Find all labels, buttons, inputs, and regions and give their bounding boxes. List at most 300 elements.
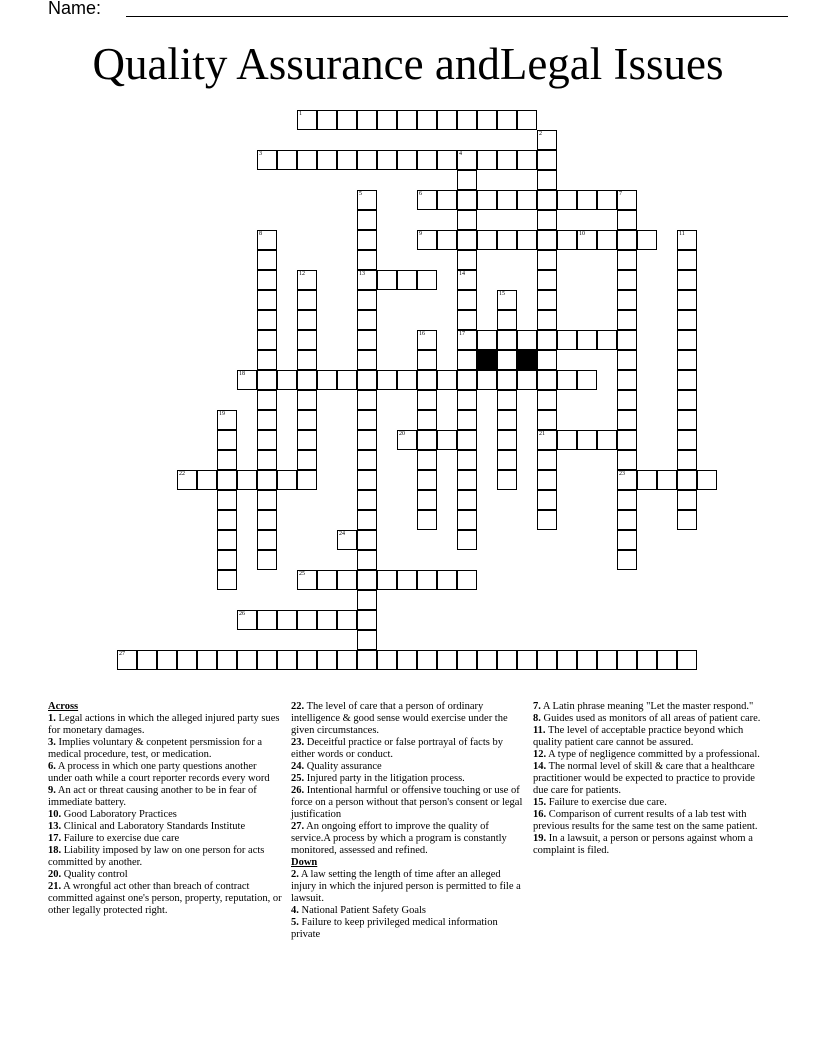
grid-cell[interactable] — [457, 350, 477, 370]
grid-cell[interactable] — [457, 650, 477, 670]
grid-cell[interactable] — [457, 230, 477, 250]
grid-cell[interactable] — [117, 650, 137, 670]
grid-cell[interactable] — [437, 650, 457, 670]
clue — [48, 845, 282, 869]
grid-cell[interactable] — [337, 370, 357, 390]
grid-cell[interactable] — [417, 150, 437, 170]
grid-cell[interactable] — [417, 230, 437, 250]
grid-cell[interactable] — [617, 490, 637, 510]
grid-cell[interactable] — [377, 150, 397, 170]
grid-cell[interactable] — [297, 350, 317, 370]
grid-cell[interactable] — [237, 470, 257, 490]
clue — [48, 785, 282, 809]
clue-text: Clinical and Laboratory Standards Institute — [63, 821, 246, 832]
grid-cell[interactable] — [137, 650, 157, 670]
grid-cell[interactable] — [497, 230, 517, 250]
grid-cell[interactable] — [457, 270, 477, 290]
clue — [291, 905, 523, 917]
grid-cell[interactable] — [437, 230, 457, 250]
grid-cell[interactable] — [677, 470, 697, 490]
down-clue-list — [291, 869, 523, 941]
grid-cell[interactable] — [457, 450, 477, 470]
grid-cell[interactable] — [497, 310, 517, 330]
grid-cell[interactable] — [677, 390, 697, 410]
grid-cell[interactable] — [357, 190, 377, 210]
grid-cell[interactable] — [497, 110, 517, 130]
grid-cell[interactable] — [357, 110, 377, 130]
grid-cell[interactable] — [417, 370, 437, 390]
grid-cell[interactable] — [257, 230, 277, 250]
grid-cell[interactable] — [357, 350, 377, 370]
grid-cell[interactable] — [517, 330, 537, 350]
grid-cell[interactable] — [217, 430, 237, 450]
grid-cell[interactable] — [457, 170, 477, 190]
grid-cell[interactable] — [337, 150, 357, 170]
grid-cell[interactable] — [617, 210, 637, 230]
grid-cell[interactable] — [437, 370, 457, 390]
grid-cell[interactable] — [457, 290, 477, 310]
grid-cell[interactable] — [417, 390, 437, 410]
grid-cell[interactable] — [497, 150, 517, 170]
grid-cell[interactable] — [357, 470, 377, 490]
grid-cell[interactable] — [557, 190, 577, 210]
grid-cell[interactable] — [277, 370, 297, 390]
grid-cell[interactable] — [577, 330, 597, 350]
grid-cell[interactable] — [357, 510, 377, 530]
grid-cell[interactable] — [217, 450, 237, 470]
grid-cell[interactable] — [617, 370, 637, 390]
grid-cell[interactable] — [497, 410, 517, 430]
grid-cell[interactable] — [697, 470, 717, 490]
grid-cell[interactable] — [457, 430, 477, 450]
clue-text: Legal actions in which the alleged injured party sues for monetary damages. — [48, 713, 280, 736]
grid-cell[interactable] — [577, 190, 597, 210]
grid-cell[interactable] — [437, 110, 457, 130]
grid-cell[interactable] — [497, 430, 517, 450]
grid-cell[interactable] — [357, 390, 377, 410]
grid-cell[interactable] — [497, 190, 517, 210]
grid-cell[interactable] — [357, 330, 377, 350]
grid-cell[interactable] — [397, 150, 417, 170]
grid-cell[interactable] — [297, 290, 317, 310]
grid-cell[interactable] — [637, 470, 657, 490]
grid-cell[interactable] — [297, 310, 317, 330]
grid-cell[interactable] — [517, 230, 537, 250]
grid-cell[interactable] — [677, 370, 697, 390]
grid-cell[interactable] — [217, 510, 237, 530]
grid-cell[interactable] — [417, 510, 437, 530]
grid-cell[interactable] — [357, 630, 377, 650]
grid-cell[interactable] — [297, 390, 317, 410]
grid-cell[interactable] — [397, 650, 417, 670]
grid-cell[interactable] — [257, 270, 277, 290]
grid-cell[interactable] — [617, 310, 637, 330]
grid-cell[interactable] — [237, 610, 257, 630]
grid-cell[interactable] — [257, 250, 277, 270]
grid-cell[interactable] — [637, 650, 657, 670]
clue-number-label: 26. — [291, 785, 305, 796]
grid-cell[interactable] — [357, 230, 377, 250]
grid-cell[interactable] — [677, 650, 697, 670]
clue — [533, 749, 767, 761]
grid-cell[interactable] — [377, 650, 397, 670]
grid-cell[interactable] — [357, 270, 377, 290]
grid-cell[interactable] — [357, 610, 377, 630]
grid-cell[interactable] — [617, 510, 637, 530]
grid-cell[interactable] — [557, 370, 577, 390]
grid-cell[interactable] — [457, 210, 477, 230]
grid-cell[interactable] — [217, 490, 237, 510]
grid-cell[interactable] — [237, 370, 257, 390]
grid-cell[interactable] — [357, 430, 377, 450]
grid-cell[interactable] — [477, 150, 497, 170]
grid-cell[interactable] — [357, 370, 377, 390]
clue-number-label: 9. — [48, 785, 56, 796]
clue-number: 12 — [299, 271, 305, 277]
grid-cell[interactable] — [357, 450, 377, 470]
grid-cell[interactable] — [457, 190, 477, 210]
grid-cell[interactable] — [517, 650, 537, 670]
grid-cell[interactable] — [457, 410, 477, 430]
grid-cell[interactable] — [317, 150, 337, 170]
grid-cell[interactable] — [537, 390, 557, 410]
grid-cell[interactable] — [677, 330, 697, 350]
grid-cell[interactable] — [297, 330, 317, 350]
grid-cell[interactable] — [417, 330, 437, 350]
clue-text: Failure to exercise due care — [63, 833, 180, 844]
grid-cell[interactable] — [617, 390, 637, 410]
grid-cell[interactable] — [677, 490, 697, 510]
grid-cell[interactable] — [377, 370, 397, 390]
grid-cell[interactable] — [357, 310, 377, 330]
grid-cell[interactable] — [457, 310, 477, 330]
grid-cell[interactable] — [657, 650, 677, 670]
grid-cell[interactable] — [257, 290, 277, 310]
clue-number: 18 — [239, 371, 245, 377]
clue-number-label: 27. — [291, 821, 305, 832]
grid-cell[interactable] — [217, 650, 237, 670]
grid-cell[interactable] — [257, 390, 277, 410]
grid-cell[interactable] — [397, 570, 417, 590]
grid-cell[interactable] — [457, 470, 477, 490]
grid-cell[interactable] — [277, 470, 297, 490]
grid-cell[interactable] — [297, 110, 317, 130]
grid-cell[interactable] — [257, 310, 277, 330]
grid-cell[interactable] — [397, 430, 417, 450]
grid-cell[interactable] — [457, 250, 477, 270]
grid-cell[interactable] — [577, 230, 597, 250]
grid-cell[interactable] — [257, 410, 277, 430]
grid-cell[interactable] — [617, 650, 637, 670]
grid-cell[interactable] — [537, 510, 557, 530]
grid-cell[interactable] — [257, 370, 277, 390]
grid-cell[interactable] — [457, 370, 477, 390]
grid-cell[interactable] — [537, 130, 557, 150]
grid-cell[interactable] — [397, 370, 417, 390]
grid-cell[interactable] — [617, 470, 637, 490]
grid-cell[interactable] — [457, 570, 477, 590]
clue-number-label: 8. — [533, 713, 541, 724]
grid-cell[interactable] — [177, 650, 197, 670]
grid-cell[interactable] — [457, 390, 477, 410]
grid-cell[interactable] — [297, 430, 317, 450]
grid-cell[interactable] — [557, 330, 577, 350]
clue — [48, 761, 282, 785]
grid-cell[interactable] — [357, 530, 377, 550]
grid-cell[interactable] — [297, 610, 317, 630]
grid-cell[interactable] — [337, 650, 357, 670]
grid-cell[interactable] — [577, 430, 597, 450]
grid-cell[interactable] — [597, 190, 617, 210]
clue-number: 3 — [259, 151, 262, 157]
grid-cell[interactable] — [537, 230, 557, 250]
grid-cell[interactable] — [677, 410, 697, 430]
grid-cell[interactable] — [517, 370, 537, 390]
grid-cell[interactable] — [257, 610, 277, 630]
grid-cell[interactable] — [497, 350, 517, 370]
grid-cell[interactable] — [677, 270, 697, 290]
grid-cell[interactable] — [297, 470, 317, 490]
grid-cell[interactable] — [677, 230, 697, 250]
grid-cell[interactable] — [257, 530, 277, 550]
grid-cell[interactable] — [357, 490, 377, 510]
grid-cell[interactable] — [217, 410, 237, 430]
grid-cell[interactable] — [617, 450, 637, 470]
grid-cell[interactable] — [517, 110, 537, 130]
grid-cell[interactable] — [437, 190, 457, 210]
grid-cell[interactable] — [317, 650, 337, 670]
grid-cell[interactable] — [537, 190, 557, 210]
grid-cell[interactable] — [437, 570, 457, 590]
grid-cell[interactable] — [497, 370, 517, 390]
grid-cell[interactable] — [537, 150, 557, 170]
grid-cell[interactable] — [297, 570, 317, 590]
grid-cell[interactable] — [597, 430, 617, 450]
grid-cell[interactable] — [257, 650, 277, 670]
grid-cell[interactable] — [497, 450, 517, 470]
grid-cell[interactable] — [537, 430, 557, 450]
grid-cell[interactable] — [417, 450, 437, 470]
grid-cell[interactable] — [617, 230, 637, 250]
grid-cell[interactable] — [597, 230, 617, 250]
grid-cell[interactable] — [257, 430, 277, 450]
grid-cell[interactable] — [257, 150, 277, 170]
grid-cell[interactable] — [497, 330, 517, 350]
grid-cell[interactable] — [297, 450, 317, 470]
grid-cell[interactable] — [537, 250, 557, 270]
grid-cell[interactable] — [357, 550, 377, 570]
grid-cell[interactable] — [317, 570, 337, 590]
grid-cell[interactable] — [537, 490, 557, 510]
grid-cell[interactable] — [257, 450, 277, 470]
grid-cell[interactable] — [557, 650, 577, 670]
clue — [533, 833, 767, 857]
grid-cell[interactable] — [337, 530, 357, 550]
grid-cell[interactable] — [597, 330, 617, 350]
grid-cell[interactable] — [537, 290, 557, 310]
clue-number-label: 3. — [48, 737, 56, 748]
grid-cell[interactable] — [617, 530, 637, 550]
grid-cell[interactable] — [477, 370, 497, 390]
grid-cell[interactable] — [277, 650, 297, 670]
grid-cell[interactable] — [637, 230, 657, 250]
grid-cell[interactable] — [297, 650, 317, 670]
grid-cell[interactable] — [577, 650, 597, 670]
grid-cell[interactable] — [677, 430, 697, 450]
grid-cell[interactable] — [617, 330, 637, 350]
grid-cell[interactable] — [517, 190, 537, 210]
grid-cell[interactable] — [457, 150, 477, 170]
grid-cell[interactable] — [677, 450, 697, 470]
grid-cell[interactable] — [197, 470, 217, 490]
grid-cell[interactable] — [617, 270, 637, 290]
grid-cell[interactable] — [397, 270, 417, 290]
grid-cell[interactable] — [217, 530, 237, 550]
grid-cell[interactable] — [317, 370, 337, 390]
grid-cell[interactable] — [537, 270, 557, 290]
grid-cell[interactable] — [537, 210, 557, 230]
clue — [291, 773, 523, 785]
grid-cell[interactable] — [457, 330, 477, 350]
grid-cell[interactable] — [617, 410, 637, 430]
clue-number-label: 25. — [291, 773, 305, 784]
grid-cell[interactable] — [337, 110, 357, 130]
grid-cell[interactable] — [357, 570, 377, 590]
grid-cell[interactable] — [457, 510, 477, 530]
grid-cell[interactable] — [517, 150, 537, 170]
clue-text: The level of acceptable practice beyond which quality patient care cannot be assured. — [533, 725, 744, 748]
grid-cell[interactable] — [417, 190, 437, 210]
grid-cell[interactable] — [297, 150, 317, 170]
grid-cell[interactable] — [417, 650, 437, 670]
grid-cell[interactable] — [377, 110, 397, 130]
grid-cell[interactable] — [537, 310, 557, 330]
clue-number: 1 — [299, 111, 302, 117]
grid-cell[interactable] — [417, 430, 437, 450]
grid-cell[interactable] — [357, 250, 377, 270]
grid-cell[interactable] — [477, 190, 497, 210]
grid-cell[interactable] — [297, 410, 317, 430]
grid-cell[interactable] — [337, 610, 357, 630]
grid-cell[interactable] — [537, 170, 557, 190]
clue-text: National Patient Safety Goals — [301, 905, 427, 916]
grid-cell[interactable] — [477, 330, 497, 350]
grid-cell[interactable] — [177, 470, 197, 490]
grid-cell[interactable] — [617, 290, 637, 310]
grid-cell[interactable] — [617, 550, 637, 570]
grid-cell[interactable] — [497, 390, 517, 410]
grid-cell[interactable] — [377, 270, 397, 290]
grid-cell[interactable] — [317, 110, 337, 130]
grid-cell[interactable] — [537, 410, 557, 430]
black-cell — [477, 350, 497, 370]
grid-cell[interactable] — [417, 410, 437, 430]
grid-cell[interactable] — [677, 310, 697, 330]
grid-cell[interactable] — [217, 570, 237, 590]
grid-cell[interactable] — [617, 190, 637, 210]
grid-cell[interactable] — [537, 370, 557, 390]
grid-cell[interactable] — [357, 290, 377, 310]
grid-cell[interactable] — [497, 650, 517, 670]
grid-cell[interactable] — [537, 650, 557, 670]
grid-cell[interactable] — [677, 290, 697, 310]
grid-cell[interactable] — [457, 490, 477, 510]
grid-cell[interactable] — [357, 650, 377, 670]
grid-cell[interactable] — [617, 250, 637, 270]
grid-cell[interactable] — [217, 550, 237, 570]
grid-cell[interactable] — [597, 650, 617, 670]
grid-cell[interactable] — [437, 430, 457, 450]
grid-cell[interactable] — [237, 650, 257, 670]
grid-cell[interactable] — [677, 250, 697, 270]
grid-cell[interactable] — [577, 370, 597, 390]
grid-cell[interactable] — [357, 150, 377, 170]
grid-cell[interactable] — [297, 270, 317, 290]
grid-cell[interactable] — [537, 470, 557, 490]
grid-cell[interactable] — [417, 270, 437, 290]
grid-cell[interactable] — [257, 550, 277, 570]
grid-cell[interactable] — [417, 490, 437, 510]
grid-cell[interactable] — [477, 650, 497, 670]
grid-cell[interactable] — [257, 510, 277, 530]
grid-cell[interactable] — [337, 570, 357, 590]
grid-cell[interactable] — [497, 290, 517, 310]
grid-cell[interactable] — [197, 650, 217, 670]
grid-cell[interactable] — [277, 150, 297, 170]
clue-text: An act or threat causing another to be in fear of immediate battery. — [48, 785, 257, 808]
grid-cell[interactable] — [417, 470, 437, 490]
clue-number: 17 — [459, 331, 465, 337]
grid-cell[interactable] — [497, 470, 517, 490]
grid-cell[interactable] — [397, 110, 417, 130]
grid-cell[interactable] — [477, 110, 497, 130]
grid-cell[interactable] — [297, 370, 317, 390]
grid-cell[interactable] — [617, 350, 637, 370]
grid-cell[interactable] — [537, 450, 557, 470]
grid-cell[interactable] — [257, 470, 277, 490]
clue — [533, 761, 767, 797]
grid-cell[interactable] — [357, 590, 377, 610]
grid-cell[interactable] — [417, 110, 437, 130]
grid-cell[interactable] — [557, 430, 577, 450]
grid-cell[interactable] — [677, 510, 697, 530]
grid-cell[interactable] — [377, 570, 397, 590]
grid-cell[interactable] — [277, 610, 297, 630]
grid-cell[interactable] — [657, 470, 677, 490]
grid-cell[interactable] — [477, 230, 497, 250]
grid-cell[interactable] — [457, 530, 477, 550]
black-cell — [517, 350, 537, 370]
grid-cell[interactable] — [537, 330, 557, 350]
grid-cell[interactable] — [217, 470, 237, 490]
grid-cell[interactable] — [417, 350, 437, 370]
grid-cell[interactable] — [257, 490, 277, 510]
grid-cell[interactable] — [417, 570, 437, 590]
grid-cell[interactable] — [257, 330, 277, 350]
grid-cell[interactable] — [437, 150, 457, 170]
grid-cell[interactable] — [457, 110, 477, 130]
grid-cell[interactable] — [317, 610, 337, 630]
grid-cell[interactable] — [357, 210, 377, 230]
grid-cell[interactable] — [677, 350, 697, 370]
grid-cell[interactable] — [257, 350, 277, 370]
grid-cell[interactable] — [617, 430, 637, 450]
grid-cell[interactable] — [157, 650, 177, 670]
across-clue-list — [48, 713, 282, 917]
grid-cell[interactable] — [557, 230, 577, 250]
grid-cell[interactable] — [537, 350, 557, 370]
grid-cell[interactable] — [357, 410, 377, 430]
